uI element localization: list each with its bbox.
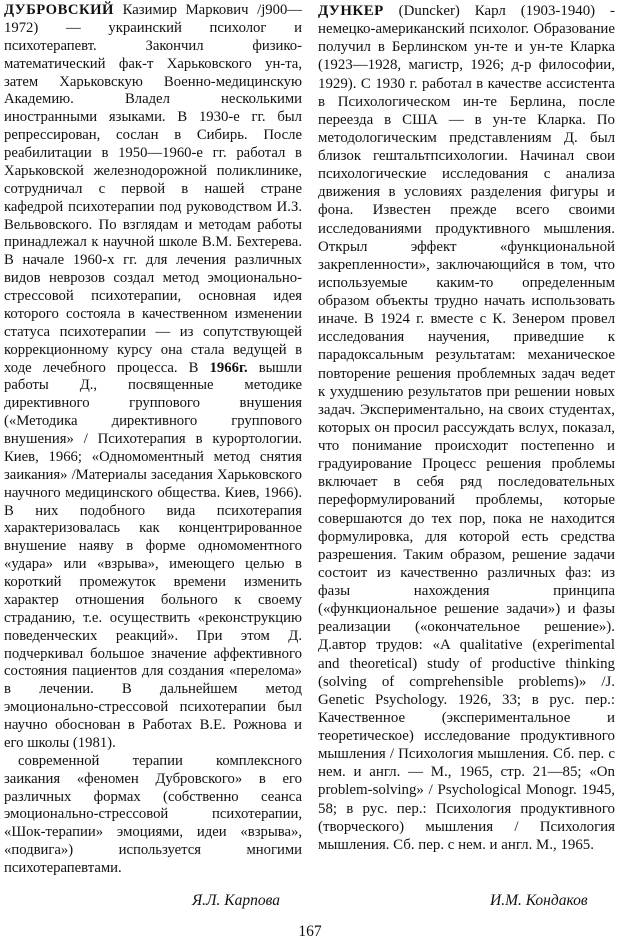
- author-signature-left: Я.Л. Карпова: [192, 892, 280, 909]
- headword-duncker: ДУНКЕР: [318, 3, 384, 19]
- right-column: [318, 2, 615, 854]
- left-column: [4, 2, 302, 878]
- page-number: 167: [298, 923, 322, 940]
- article-text-part2: вышли работы Д., посвященные методике директивного группового внушения («Методика директивного группового внушения» / Психотерапия в курортологии. Киев, 1966; «Одномоментный метод снятия заикания» /Материалы заседания Харьковского научного медицинского общества. Киев, 1966). В них подобного вида психотерапия характеризовалась как концентрированное внушение наяву в форме одномоментного «удара» или «взрыва», имеющего целью в короткий промежуток времени изменить характер отношения больного к своему страданию, т.е. осуществить «реконструкцию поведенческих реакций». При этом Д. подчеркивал большое значение аффективного состояния пациентов для создания «перелома» в лечении. В дальнейшем метод эмоционально-стрессовой психотерапии был научно обоснован в Работах В.Е. Рожнова и его школы (1981).: [4, 359, 302, 751]
- article-duncker: [318, 2, 615, 854]
- author-signature-right: И.М. Кондаков: [490, 892, 588, 909]
- headword-dubrovsky: ДУБРОВСКИЙ: [4, 2, 114, 18]
- bold-year: 1966г.: [209, 359, 248, 376]
- article-dubrovsky: [4, 2, 302, 753]
- article-text: (Duncker) Карл (1903-1940) - немецко-американский психолог. Образование получил в Берлинском ун-те и ун-те Кларка (1923—1928, магистр, 1926; д-р философии, 1929). С 1930 г. работал в качестве ассистента в Психологическом ин-те Берлина, после переезда в США — в ун-те Кларка. По методологическим представлениям Д. был близок гештальтпсихологии. Начинал свои психологические исследования с анализа движения в условиях разделения фигуры и фона. Известен прежде всего своими исследованиями продуктивного мышления. Открыл эффект «функциональной закрепленности», заключающийся в том, что используемые каким-то определенным образом объекты трудно начать использовать иначе. В 1924 г. вместе с К. Зенером провел исследования научения, приведшие к парадоксальным результатам: механическое повторение решения проблемных задач ведет к ухудшению результатов при решении новых задач. Экспериментально, на своих студентах, которых он просил рассуждать вслух, показал, что понимание происходит постепенно и градуирование Процесс решения проблемы включает в себя ряд последовательных переформулирований проблемы, которые совершаются до тех пор, пока не находится формулировка, для которой есть средства разрешения. Таким образом, решение задачи состоит из качественно различных фаз: из фазы нахождения принципа («функциональное решение задачи») и фазы реализации («окончательное решение»). Д.автор трудов: «A qualitative (experimental and theoretical) study of productive thinking (solving of comprehensible problems)» /J. Genetic Psychology. 1926, 33; в рус. пер.: Качественное (экспериментальное и теоретическое) исследование продуктивного мышления / Психология мышления. Сб. пер. с нем. и англ. — М., 1965, стр. 21—85; «On problem-solving» / Psychological Monogr. 1945, 58; в рус. пер.: Психология продуктивного (творческого) мышления / Психология мышления. Сб. пер. с нем. и англ. М., 1965.: [318, 3, 615, 853]
- article-text-part1: Казимир Маркович /j900—1972) — украинский психолог и психотерапевт. Закончил физико-математический фак-т Харьковского ун-та, затем Харьковскую Военно-медицинскую Академию. Владел несколькими иностранными языками. В 1930-е гг. был репрессирован, сослан в Сибирь. После реабилитации в 1950—1960-е гг. работал в Харьковской железнодорожной поликлинике, сотрудничал с первой в нашей стране кафедрой психотерапии под руководством И.З. Вельвовского. По взглядам и методам работы принадлежал к научной школе В.М. Бехтерева. В начале 1960-х гг. для лечения различных видов неврозов создал метод эмоционально-стрессовой психотерапии, основная идея которого состояла в качественном изменении статуса психотерапии — из сопутствующей коррекционному курсу она стала ведущей в ходе лечебного процесса. В: [4, 2, 302, 376]
- article-paragraph-2: современной терапии комплексного заикания «феномен Дубровского» в его различных формах (собственно сеанса эмоционально-стрессовой психотерапии, «Шок-терапии» эмоциями, идеи «взрыва», «подвига») используется многими психотерапевтами.: [4, 752, 302, 876]
